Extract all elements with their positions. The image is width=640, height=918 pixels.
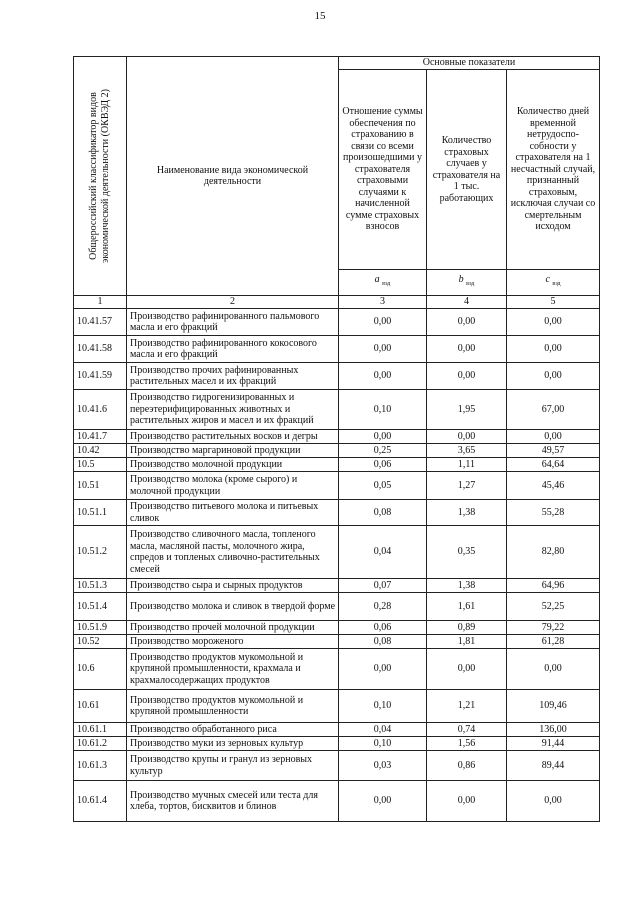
value-a: 0,00 (339, 649, 427, 690)
value-b: 0,86 (427, 751, 507, 781)
activity-name: Производство обработанного риса (127, 723, 339, 737)
value-a: 0,00 (339, 781, 427, 822)
table-row (74, 635, 600, 649)
value-c: 61,28 (507, 635, 600, 649)
activity-name: Производство молока и сливок в твердой форме (127, 593, 339, 621)
okved-code: 10.5 (74, 458, 127, 472)
activity-name: Производство сыра и сырных продуктов (127, 579, 339, 593)
value-a: 0,03 (339, 751, 427, 781)
col-a-symbol: а $_{вэд}$ (339, 270, 427, 296)
activity-name: Производство молока (кроме сырого) и молочной продукции (127, 472, 339, 500)
okved-code: 10.42 (74, 444, 127, 458)
okved-code: 10.51.9 (74, 621, 127, 635)
okved-code: 10.41.7 (74, 430, 127, 444)
value-b: 0,00 (427, 309, 507, 336)
group-header: Основные показатели (339, 57, 600, 70)
value-b: 1,81 (427, 635, 507, 649)
col-a-header: Отношение суммы обеспечения по страхованию в связи со всеми произошедшими у страхователя страховыми случаями к начисленной сумме страховых взносов (339, 70, 427, 270)
value-c: 52,25 (507, 593, 600, 621)
activity-name: Производство питьевого молока и питьевых сливок (127, 500, 339, 526)
okved-code: 10.51.1 (74, 500, 127, 526)
value-b: 1,11 (427, 458, 507, 472)
value-b: 0,00 (427, 781, 507, 822)
value-a: 0,28 (339, 593, 427, 621)
table-row (74, 500, 600, 526)
value-a: 0,00 (339, 309, 427, 336)
value-c: 0,00 (507, 781, 600, 822)
value-a: 0,10 (339, 390, 427, 430)
table-row (74, 336, 600, 363)
value-b: 0,00 (427, 336, 507, 363)
value-c: 82,80 (507, 526, 600, 579)
okved-code: 10.61 (74, 690, 127, 723)
value-b: 0,74 (427, 723, 507, 737)
table-row (74, 363, 600, 390)
value-a: 0,07 (339, 579, 427, 593)
activity-name: Производство крупы и гранул из зерновых культур (127, 751, 339, 781)
value-b: 1,95 (427, 390, 507, 430)
value-c: 49,57 (507, 444, 600, 458)
okved-code: 10.51 (74, 472, 127, 500)
activity-name: Производство мучных смесей или теста для хлеба, тортов, бисквитов и блинов (127, 781, 339, 822)
col-c-header: Количество дней временной нетрудоспо-собности у страхователя на 1 несчастный случай, признанный страховым, исключая случаи со смертельным исходом (507, 70, 600, 270)
value-c: 0,00 (507, 336, 600, 363)
value-a: 0,00 (339, 430, 427, 444)
value-c: 136,00 (507, 723, 600, 737)
okved-header-cell (74, 57, 127, 296)
value-a: 0,04 (339, 723, 427, 737)
table-row (74, 593, 600, 621)
value-c: 55,28 (507, 500, 600, 526)
okved-code: 10.51.3 (74, 579, 127, 593)
value-b: 0,00 (427, 363, 507, 390)
okved-code: 10.51.4 (74, 593, 127, 621)
activity-name: Производство растительных восков и дегры (127, 430, 339, 444)
col-b-header: Количество страховых случаев у страхователя на 1 тыс. работающих (427, 70, 507, 270)
value-b: 0,89 (427, 621, 507, 635)
value-c: 0,00 (507, 363, 600, 390)
value-c: 91,44 (507, 737, 600, 751)
value-b: 1,21 (427, 690, 507, 723)
table-row (74, 781, 600, 822)
value-a: 0,10 (339, 690, 427, 723)
value-c: 67,00 (507, 390, 600, 430)
value-b: 0,00 (427, 430, 507, 444)
indicators-table (73, 56, 600, 822)
value-c: 64,64 (507, 458, 600, 472)
value-a: 0,00 (339, 336, 427, 363)
activity-name: Производство продуктов мукомольной и крупяной промышленности (127, 690, 339, 723)
value-b: 3,65 (427, 444, 507, 458)
col-c-symbol: с $_{вэд}$ (507, 270, 600, 296)
activity-name: Производство рафинированного кокосового масла и его фракций (127, 336, 339, 363)
okved-code: 10.61.2 (74, 737, 127, 751)
value-c: 109,46 (507, 690, 600, 723)
table-row (74, 309, 600, 336)
okved-code: 10.51.2 (74, 526, 127, 579)
activity-name: Производство муки из зерновых культур (127, 737, 339, 751)
okved-code: 10.61.3 (74, 751, 127, 781)
value-a: 0,05 (339, 472, 427, 500)
table-row (74, 579, 600, 593)
table-row (74, 723, 600, 737)
table-row (74, 390, 600, 430)
okved-header: Общероссийский классификатор видов экономической деятельности (ОКВЭД 2) (88, 89, 111, 263)
value-a: 0,10 (339, 737, 427, 751)
value-c: 0,00 (507, 309, 600, 336)
value-a: 0,08 (339, 500, 427, 526)
okved-code: 10.41.58 (74, 336, 127, 363)
table-row (74, 621, 600, 635)
value-c: 89,44 (507, 751, 600, 781)
table-row (74, 430, 600, 444)
okved-code: 10.6 (74, 649, 127, 690)
activity-name: Производство прочих рафинированных растительных масел и их фракций (127, 363, 339, 390)
table-row (74, 444, 600, 458)
value-c: 0,00 (507, 430, 600, 444)
table-row (74, 737, 600, 751)
activity-name: Производство рафинированного пальмового масла и его фракций (127, 309, 339, 336)
value-a: 0,06 (339, 621, 427, 635)
okved-code: 10.41.6 (74, 390, 127, 430)
activity-name: Производство мороженого (127, 635, 339, 649)
value-b: 1,56 (427, 737, 507, 751)
activity-name: Производство гидрогенизированных и переэтерифицированных животных и растительных жиров и масел и их фракций (127, 390, 339, 430)
col-b-symbol: b $_{вэд}$ (427, 270, 507, 296)
value-b: 1,61 (427, 593, 507, 621)
value-b: 1,27 (427, 472, 507, 500)
value-a: 0,04 (339, 526, 427, 579)
table-row (74, 526, 600, 579)
activity-name: Производство прочей молочной продукции (127, 621, 339, 635)
name-header: Наименование вида экономической деятельности (127, 57, 339, 296)
value-b: 1,38 (427, 500, 507, 526)
okved-code: 10.41.59 (74, 363, 127, 390)
okved-code: 10.52 (74, 635, 127, 649)
value-a: 0,25 (339, 444, 427, 458)
value-b: 1,38 (427, 579, 507, 593)
table-row (74, 472, 600, 500)
value-a: 0,08 (339, 635, 427, 649)
value-b: 0,00 (427, 649, 507, 690)
value-a: 0,00 (339, 363, 427, 390)
table-row (74, 690, 600, 723)
activity-name: Производство продуктов мукомольной и крупяной промышленности, крахмала и крахмалосодержащих продуктов (127, 649, 339, 690)
value-c: 79,22 (507, 621, 600, 635)
activity-name: Производство молочной продукции (127, 458, 339, 472)
value-c: 45,46 (507, 472, 600, 500)
page-number: 15 (314, 10, 326, 22)
table-row (74, 458, 600, 472)
value-c: 64,96 (507, 579, 600, 593)
value-a: 0,06 (339, 458, 427, 472)
okved-code: 10.61.1 (74, 723, 127, 737)
value-c: 0,00 (507, 649, 600, 690)
table-row (74, 649, 600, 690)
activity-name: Производство маргариновой продукции (127, 444, 339, 458)
okved-code: 10.41.57 (74, 309, 127, 336)
column-number-row: 1 2 3 4 5 (74, 296, 600, 309)
value-b: 0,35 (427, 526, 507, 579)
table-row (74, 751, 600, 781)
okved-code: 10.61.4 (74, 781, 127, 822)
activity-name: Производство сливочного масла, топленого масла, масляной пасты, молочного жира, спредов и топленых сливочно-растительных смесей (127, 526, 339, 579)
